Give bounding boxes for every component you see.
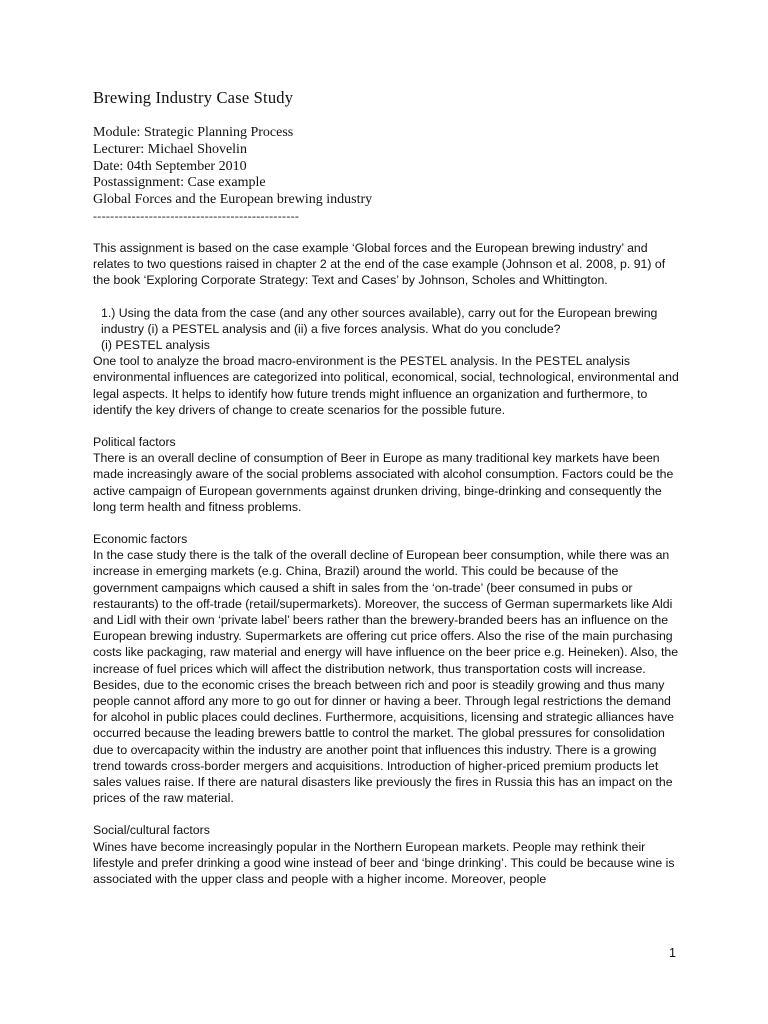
meta-assignment: Postassignment: Case example bbox=[93, 175, 266, 191]
economic-heading: Economic factors bbox=[93, 532, 188, 547]
social-paragraph: Wines have become increasingly popular in the Northern European markets. People may rethink their lifestyle and prefer drinking a good wine instead of beer and ‘binge drinking’. This could be because wine is associated with the upper class and people with a higher income. Moreover, people bbox=[93, 839, 675, 887]
pestel-heading: (i) PESTEL analysis bbox=[101, 338, 210, 352]
social-heading: Social/cultural factors bbox=[93, 823, 210, 838]
meta-lecturer: Lecturer: Michael Shovelin bbox=[93, 141, 247, 157]
page-number: 1 bbox=[669, 946, 676, 960]
meta-module: Module: Strategic Planning Process bbox=[93, 125, 294, 140]
document-page bbox=[93, 88, 683, 887]
economic-paragraph: In the case study there is the talk of the overall decline of European beer consumption, while there was an increase in emerging markets (e.g. China, Brazil) around the world. This could be because of the government campaigns which caused a shift in sales from the ‘on-trade’ (beer consumed in pubs or restaurants) to the off-trade (retail/supermarkets). Moreover, the success of German supermarkets like Aldi and Lidl with their own ‘private label’ beers rather than the brewery-branded beers has an influence on the European brewing industry. Supermarkets are offering cut price offers. Also the rise of the main purchasing costs like packaging, raw material and energy will have influence on the beer price e.g. Heineken). Also, the increase of fuel prices which will affect the distribution network, thus transportation costs will increase. Besides, due to the economic crises the breach between rich and poor is steadily growing and thus many people cannot afford any more to go out for dinner or having a beer. Through legal restrictions the demand for alcohol in public places could declines. Furthermore, acquisitions, licensing and strategic alliances have occurred because the leading brewers battle to control the market. The global pressures for consolidation due to overcapacity within the industry are another point that influences this industry. There is a growing trend towards cross-border mergers and acquisitions. Introduction of higher-priced premium products let sales values raise. If there are natural disasters like previously the fires in Russia this has an impact on the prices of the raw material. bbox=[93, 548, 679, 806]
pestel-paragraph: One tool to analyze the broad macro-environment is the PESTEL analysis. In the PESTEL analysis environmental influences are categorized into political, economical, social, technological, environmental and legal aspects. It helps to identify how future trends might influence an organization and furthermore, to identify the key drivers of change to create scenarios for the possible future. bbox=[93, 354, 679, 417]
separator-rule: ------------------------------------------------ bbox=[93, 208, 300, 223]
meta-topic: Global Forces and the European brewing industry bbox=[93, 192, 373, 208]
meta-date: Date: 04th September 2010 bbox=[93, 158, 247, 174]
document-title: Brewing Industry Case Study bbox=[93, 88, 294, 107]
intro-paragraph: This assignment is based on the case example ‘Global forces and the European brewing industry’ and relates to two questions raised in chapter 2 at the end of the case example (Johnson et al. 2008, p. 91) of the book ‘Exploring Corporate Strategy: Text and Cases’ by Johnson, Scholes and Whittington. bbox=[93, 240, 666, 288]
political-paragraph: There is an overall decline of consumption of Beer in Europe as many traditional key markets have been made increasingly aware of the social problems associated with alcohol consumption. Factors could be the active campaign of European governments against drunken driving, binge-drinking and consequently the long term health and fitness problems. bbox=[93, 451, 674, 514]
question-1: 1.) Using the data from the case (and any other sources available), carry out for the European brewing industry (i) a PESTEL analysis and (ii) a five forces analysis. What do you conclude? bbox=[101, 305, 658, 336]
political-heading: Political factors bbox=[93, 435, 176, 450]
